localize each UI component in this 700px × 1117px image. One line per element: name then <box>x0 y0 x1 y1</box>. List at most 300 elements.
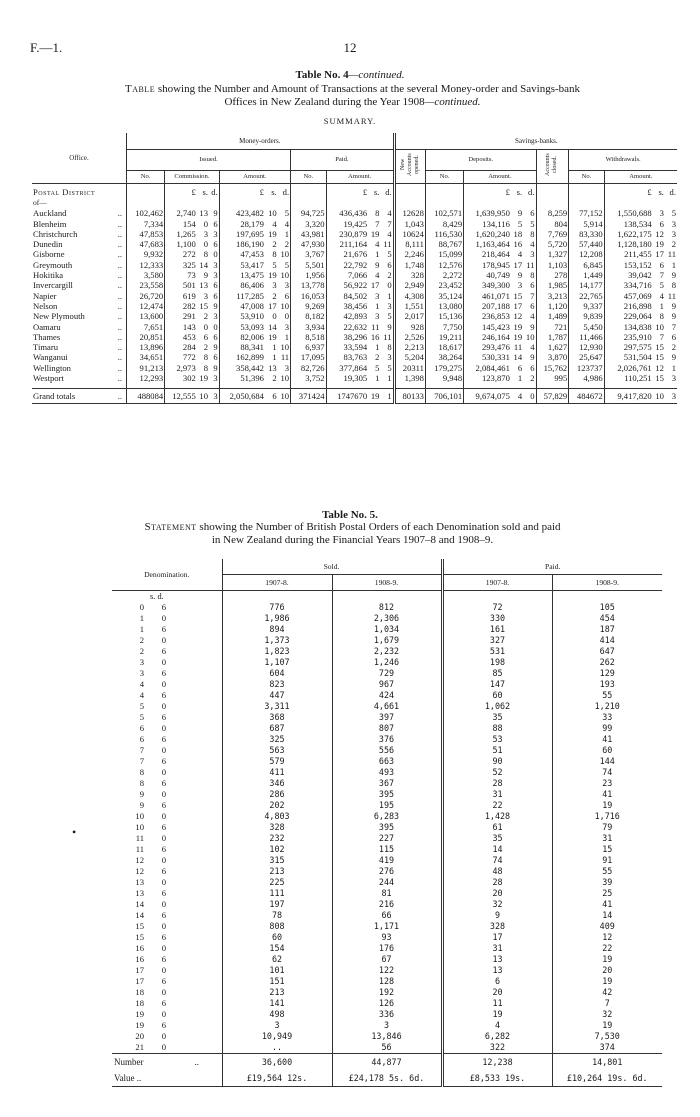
table5-title: Table No. 5. <box>322 509 378 521</box>
cell-paid2: 19 <box>552 800 662 811</box>
cell-paid1: 35 <box>442 833 552 844</box>
cell-dep-d: 4 <box>530 311 535 322</box>
table-row <box>112 712 662 723</box>
cell-paid-no: 82,726 <box>291 363 326 373</box>
cell-amt-d: 2 <box>284 239 290 250</box>
cell-office: Nelson <box>33 300 58 311</box>
cell-paid1: 90 <box>442 756 552 767</box>
cell-wd-d: 3 <box>665 389 677 404</box>
cell-new: 20311 <box>394 363 425 373</box>
cell-dep-no: 19,211 <box>425 332 463 342</box>
cell-dep-no: 23,452 <box>425 280 463 290</box>
cell-amt-s: 4 <box>272 218 277 229</box>
cell-com-s: 2 <box>203 342 209 353</box>
cell-s: 15 <box>135 932 144 942</box>
cell-d: 6 <box>161 602 166 612</box>
table-row <box>112 943 662 954</box>
cell-sold2: 13,846 <box>332 1031 442 1042</box>
cell-iss-no: 23,558 <box>126 280 164 290</box>
cell-paid1: 11 <box>442 998 552 1009</box>
table-row <box>112 646 662 657</box>
cell-paid-d: 4 <box>387 228 392 239</box>
cell-paid-l: 19,305 <box>326 373 368 383</box>
cell-paid-no: 17,095 <box>291 352 326 362</box>
table-row <box>112 899 662 910</box>
cell-paid-l: 19,425 <box>326 219 368 229</box>
cell-com-d: 3 <box>209 389 219 404</box>
cell-closed: 1,120 <box>536 301 569 311</box>
cell-paid1: 53 <box>442 734 552 745</box>
cell-closed: 1,627 <box>536 342 569 352</box>
cell-amt-s: 0 <box>272 311 277 322</box>
cell-iss-no: 7,651 <box>126 322 164 332</box>
cell-d: 0 <box>161 745 166 755</box>
cell-closed: 7,769 <box>536 229 569 239</box>
cell-sold1: 111 <box>222 888 332 899</box>
cell-wd-d: 8 <box>671 280 676 291</box>
cell-s: 19 <box>135 1020 144 1030</box>
cell-paid2: 19 <box>552 1020 662 1031</box>
cell-sold2: 2,232 <box>332 646 442 657</box>
cell-paid1: 531 <box>442 646 552 657</box>
cell-d: 6 <box>161 778 166 788</box>
col-commission: Commission. <box>165 171 219 184</box>
cell-com-s: 8 <box>203 362 209 373</box>
cell-wd-no: 57,440 <box>569 239 604 249</box>
cell-com-l: 1,100 <box>165 239 197 249</box>
cell-closed: 804 <box>536 219 569 229</box>
cell-dep-l: 2,084,461 <box>464 363 511 373</box>
cell-paid-l: 7,066 <box>326 270 368 280</box>
table4-title <box>0 69 700 81</box>
cell-paid-no: 1,956 <box>291 270 326 280</box>
table5-caption-block <box>25 521 680 547</box>
table4 <box>32 133 677 404</box>
cell-wd-l: 153,152 <box>604 260 653 270</box>
cell-wd-s: 3 <box>659 208 664 219</box>
cell-sold2: 276 <box>332 866 442 877</box>
table-row <box>112 910 662 921</box>
cell-dep-d: 9 <box>530 321 535 332</box>
cell-dep-d: 9 <box>530 352 535 363</box>
table4-title-text: Table No. 4 <box>295 69 349 81</box>
cell-sold1: 325 <box>222 734 332 745</box>
cell-dep-d: 4 <box>530 239 535 250</box>
cell-com-l: 772 <box>165 352 197 362</box>
cell-paid-s: 11 <box>371 321 380 332</box>
cell-new: 5,204 <box>394 352 425 362</box>
cell-paid2: 105 <box>552 602 662 613</box>
cell-sold1: 411 <box>222 767 332 778</box>
cell-amt-d: 10 <box>280 249 290 260</box>
cell-sold2: 3 <box>332 1020 442 1031</box>
cell-paid-s: 4 <box>375 270 380 281</box>
cell-paid2: 41 <box>552 734 662 745</box>
cell-paid-l: 377,864 <box>326 363 368 373</box>
cell-amt-l: 53,910 <box>219 311 265 321</box>
cell-closed: 57,829 <box>536 389 569 404</box>
cell-sold2: 192 <box>332 987 442 998</box>
table-row <box>32 280 677 290</box>
cell-sold1: 78 <box>222 910 332 921</box>
cell-paid1: 20 <box>442 987 552 998</box>
table-row <box>112 921 662 932</box>
sd-units: s. d. <box>150 592 164 601</box>
cell-wd-d: 1 <box>671 259 676 270</box>
cell-sold1: £19,564 12s. <box>222 1071 332 1087</box>
cell-paid1: 161 <box>442 624 552 635</box>
cell-s: 5 <box>139 712 144 722</box>
table-row <box>32 311 677 321</box>
cell-dep-d: 11 <box>526 259 535 270</box>
unit-pence: d. <box>385 186 392 197</box>
cell-s: 20 <box>135 1031 144 1041</box>
cell-wd-no: 12,208 <box>569 249 604 259</box>
col-office: Office. <box>32 133 126 184</box>
cell-s: 5 <box>139 701 144 711</box>
cell-wd-l: 1,550,688 <box>604 208 653 218</box>
cell-d: 0 <box>161 965 166 975</box>
cell-paid2: 19 <box>552 954 662 965</box>
cell-com-s: 10 <box>197 389 209 404</box>
cell-iss-no: 488084 <box>126 389 164 404</box>
unit-shilling: s. <box>271 186 277 197</box>
cell-paid-s: 2 <box>375 352 380 363</box>
cell-new: 2,246 <box>394 249 425 259</box>
cell-s: 9 <box>139 789 144 799</box>
cell-amt-d: 1 <box>284 228 290 239</box>
cell-wd-d: 6 <box>671 331 676 342</box>
cell-wd-d: 1 <box>671 362 676 373</box>
cell-dep-d: 6 <box>530 208 535 219</box>
cell-amt-s: 5 <box>272 259 277 270</box>
cell-paid2: 41 <box>552 789 662 800</box>
cell-sold2: 336 <box>332 1009 442 1020</box>
cell-wd-l: 211,455 <box>604 249 653 259</box>
cell-paid-d: 7 <box>387 218 392 229</box>
cell-com-s: 13 <box>199 208 209 219</box>
cell-office: Blenheim <box>33 218 67 229</box>
cell-s: 7 <box>139 756 144 766</box>
cell-paid2: 31 <box>552 833 662 844</box>
unit-pound: £ <box>165 184 197 199</box>
cell-wd-s: 5 <box>659 280 664 291</box>
cell-sold2: 176 <box>332 943 442 954</box>
cell-sold1: 141 <box>222 998 332 1009</box>
table-row <box>112 833 662 844</box>
table-row <box>32 270 677 280</box>
cell-sold1: 687 <box>222 723 332 734</box>
cell-office: Timaru <box>33 342 58 353</box>
cell-wd-s: 1 <box>659 300 664 311</box>
table-row <box>112 1042 662 1054</box>
cell-sold1: 213 <box>222 987 332 998</box>
cell-d: 0 <box>161 855 166 865</box>
cell-new: 8,111 <box>394 239 425 249</box>
cell-closed: 721 <box>536 322 569 332</box>
cell-sold1: 202 <box>222 800 332 811</box>
cell-dots: .. <box>117 228 122 239</box>
cell-paid-no: 43,981 <box>291 229 326 239</box>
cell-dep-no: 9,948 <box>425 373 463 383</box>
cell-amt-d: 5 <box>284 208 290 219</box>
table4-caption-line2: Offices in New Zealand during the Year 1908 <box>224 96 425 108</box>
table-row <box>112 954 662 965</box>
cell-paid-s: 3 <box>375 311 380 322</box>
cell-sold2: 493 <box>332 767 442 778</box>
cell-sold2: 395 <box>332 789 442 800</box>
cell-paid-d: 3 <box>387 352 392 363</box>
cell-d: 0 <box>161 767 166 777</box>
cell-wd-s: 6 <box>659 259 664 270</box>
cell-amt-l: 28,179 <box>219 219 265 229</box>
cell-paid-no: 13,778 <box>291 280 326 290</box>
table-row <box>112 602 662 613</box>
cell-amt-d: 10 <box>280 300 290 311</box>
cell-amt-d: 0 <box>284 311 290 322</box>
cell-com-s: 6 <box>203 331 209 342</box>
cell-amt-d: 10 <box>280 373 290 384</box>
cell-paid1: 328 <box>442 921 552 932</box>
cell-sold1: 368 <box>222 712 332 723</box>
cell-s: 18 <box>135 998 144 1008</box>
cell-wd-l: 1,622,175 <box>604 229 653 239</box>
table5-body <box>112 591 662 1087</box>
row-label: Number <box>112 1054 172 1072</box>
cell-sold2: 6,283 <box>332 811 442 822</box>
cell-sold1: 213 <box>222 866 332 877</box>
cell-dep-no: 102,571 <box>425 208 463 218</box>
cell-paid-d: 4 <box>387 208 392 219</box>
cell-paid-s: 1 <box>375 373 380 384</box>
cell-paid1: 35 <box>442 712 552 723</box>
cell-sold2: 395 <box>332 822 442 833</box>
cell-sold2: 367 <box>332 778 442 789</box>
cell-com-d: 9 <box>213 208 218 219</box>
cell-com-s: 3 <box>203 290 209 301</box>
cell-paid-no: 371424 <box>291 389 326 404</box>
unit-pence: d. <box>528 186 535 197</box>
cell-amt-l: 53,093 <box>219 322 265 332</box>
cell-paid-l: 230,879 <box>326 229 368 239</box>
table5-caption-line2: in New Zealand during the Financial Years 1907–8 and 1908–9. <box>211 534 494 546</box>
unit-pence: d. <box>282 186 290 197</box>
cell-sold2: 81 <box>332 888 442 899</box>
col-accounts-closed <box>536 150 569 184</box>
row-label: Value .. <box>112 1071 172 1087</box>
cell-com-d: 9 <box>213 300 218 311</box>
cell-wd-no: 4,986 <box>569 373 604 383</box>
cell-dep-no: 88,767 <box>425 239 463 249</box>
cell-s: 6 <box>139 734 144 744</box>
cell-amt-l: 423,482 <box>219 208 265 218</box>
cell-s: 19 <box>135 1009 144 1019</box>
cell-paid1: 1,062 <box>442 701 552 712</box>
cell-sold2: 93 <box>332 932 442 943</box>
of-label: of— <box>33 198 47 207</box>
cell-dep-no: 35,124 <box>425 291 463 301</box>
cell-dep-d: 3 <box>530 249 535 260</box>
cell-com-l: 143 <box>165 322 197 332</box>
col-denomination: Denomination. <box>112 559 222 591</box>
cell-paid-s: 8 <box>375 208 380 219</box>
cell-sold2: 419 <box>332 855 442 866</box>
cell-dots: .. <box>117 300 122 311</box>
col-paid: Paid. <box>291 150 395 171</box>
cell-paid-d: 3 <box>387 300 392 311</box>
cell-amt-l: 13,475 <box>219 270 265 280</box>
col-new-accounts <box>394 150 425 184</box>
cell-dep-s: 18 <box>513 228 523 239</box>
cell-d: 6 <box>161 624 166 634</box>
cell-closed: 995 <box>536 373 569 383</box>
table5-caption-lead: Statement <box>144 521 197 533</box>
cell-d: 0 <box>161 877 166 887</box>
cell-sold2: 4,661 <box>332 701 442 712</box>
cell-sold2: 807 <box>332 723 442 734</box>
col-sold-1907: 1907-8. <box>222 575 332 591</box>
cell-d: 0 <box>161 613 166 623</box>
cell-paid-no: 5,501 <box>291 260 326 270</box>
cell-paid2: 19 <box>552 976 662 987</box>
cell-paid2: 41 <box>552 899 662 910</box>
cell-paid-l: 38,296 <box>326 332 368 342</box>
cell-office: Oamaru <box>33 321 61 332</box>
cell-paid-l: 33,594 <box>326 342 368 352</box>
cell-s: 17 <box>135 976 144 986</box>
col-paid-no: No. <box>291 171 326 184</box>
value-total-row <box>112 1071 662 1087</box>
cell-office: Greymouth <box>33 259 73 270</box>
cell-amt-s: 1 <box>272 352 277 363</box>
cell-s: 17 <box>135 965 144 975</box>
cell-sold2: 1,034 <box>332 624 442 635</box>
cell-wd-s: 10 <box>655 321 664 332</box>
cell-d: 0 <box>161 1042 166 1052</box>
cell-wd-s: 4 <box>659 290 664 301</box>
cell-paid2: 409 <box>552 921 662 932</box>
cell-paid-d: 11 <box>383 331 392 342</box>
cell-paid1: 20 <box>442 888 552 899</box>
cell-wd-no: 6,845 <box>569 260 604 270</box>
cell-amt-d: 5 <box>284 259 290 270</box>
cell-com-l: 284 <box>165 342 197 352</box>
cell-wd-l: 531,504 <box>604 352 653 362</box>
cell-iss-no: 47,853 <box>126 229 164 239</box>
cell-dep-l: 218,464 <box>464 249 511 259</box>
cell-dep-no: 179,275 <box>425 363 463 373</box>
cell-paid2: 55 <box>552 690 662 701</box>
cell-amt-l: 117,285 <box>219 291 265 301</box>
cell-amt-s: 13 <box>268 362 277 373</box>
cell-d: 6 <box>161 976 166 986</box>
cell-s: 13 <box>135 888 144 898</box>
cell-amt-s: 2 <box>272 290 277 301</box>
table-row <box>32 260 677 270</box>
cell-paid-l: 84,502 <box>326 291 368 301</box>
cell-d: 0 <box>161 899 166 909</box>
cell-wd-s: 10 <box>653 389 665 404</box>
cell-wd-l: 235,910 <box>604 332 653 342</box>
cell-office: Gisborne <box>33 249 65 260</box>
cell-paid-s: 1 <box>375 300 380 311</box>
cell-paid2: 33 <box>552 712 662 723</box>
cell-paid-s: 9 <box>375 259 380 270</box>
cell-dep-l: 1,639,950 <box>464 208 511 218</box>
cell-paid2: 91 <box>552 855 662 866</box>
cell-iss-no: 9,932 <box>126 249 164 259</box>
cell-wd-d: 3 <box>671 218 676 229</box>
cell-amt-d: 10 <box>278 389 291 404</box>
cell-paid-l: 436,436 <box>326 208 368 218</box>
grand-total-row <box>32 389 677 404</box>
cell-d: 0 <box>161 723 166 733</box>
cell-paid-s: 1 <box>375 249 380 260</box>
cell-paid2: 23 <box>552 778 662 789</box>
cell-iss-no: 20,851 <box>126 332 164 342</box>
cell-sold1: .. <box>222 1042 332 1054</box>
cell-wd-s: 7 <box>659 270 664 281</box>
table-row <box>32 363 677 373</box>
cell-paid1: 48 <box>442 866 552 877</box>
cell-paid1: 32 <box>442 899 552 910</box>
cell-iss-no: 13,600 <box>126 311 164 321</box>
cell-dep-l: 293,476 <box>464 342 511 352</box>
cell-wd-l: 9,417,820 <box>604 389 653 404</box>
cell-paid-no: 3,752 <box>291 373 326 383</box>
units-row <box>32 184 677 199</box>
cell-wd-s: 6 <box>659 218 664 229</box>
cell-paid-no: 94,725 <box>291 208 326 218</box>
cell-dep-s: 4 <box>517 249 523 260</box>
cell-dep-l: 207,188 <box>464 301 511 311</box>
cell-sold1: 315 <box>222 855 332 866</box>
cell-dep-d: 2 <box>530 373 535 384</box>
cell-sold1: 563 <box>222 745 332 756</box>
table-row <box>112 800 662 811</box>
cell-s: 1 <box>139 624 144 634</box>
cell-amt-d: 6 <box>284 290 290 301</box>
cell-dep-d: 10 <box>525 331 535 342</box>
cell-s: 11 <box>135 844 144 854</box>
cell-closed: 3,870 <box>536 352 569 362</box>
cell-iss-no: 102,462 <box>126 208 164 218</box>
cell-paid-d: 1 <box>387 373 392 384</box>
cell-dep-no: 15,136 <box>425 311 463 321</box>
cell-paid-s: 4 <box>375 239 380 250</box>
cell-dep-l: 461,071 <box>464 291 511 301</box>
cell-paid1: 72 <box>442 602 552 613</box>
cell-com-l: 1,265 <box>165 229 197 239</box>
cell-dots: .. <box>117 259 122 270</box>
cell-wd-l: 297,575 <box>604 342 653 352</box>
cell-wd-d: 9 <box>671 352 676 363</box>
cell-s: 8 <box>139 767 144 777</box>
cell-s: 18 <box>135 987 144 997</box>
cell-com-d: 9 <box>213 362 218 373</box>
cell-wd-no: 5,914 <box>569 219 604 229</box>
postal-district-label: Postal District <box>33 186 96 197</box>
cell-amt-s: 3 <box>272 280 277 291</box>
cell-iss-no: 7,334 <box>126 219 164 229</box>
cell-paid-l: 211,164 <box>326 239 368 249</box>
cell-dep-l: 9,674,075 <box>464 389 511 404</box>
cell-paid-l: 56,922 <box>326 280 368 290</box>
cell-paid-s: 7 <box>375 218 380 229</box>
cell-sold1: 101 <box>222 965 332 976</box>
cell-dep-d: 0 <box>523 389 536 404</box>
cell-wd-l: 457,069 <box>604 291 653 301</box>
